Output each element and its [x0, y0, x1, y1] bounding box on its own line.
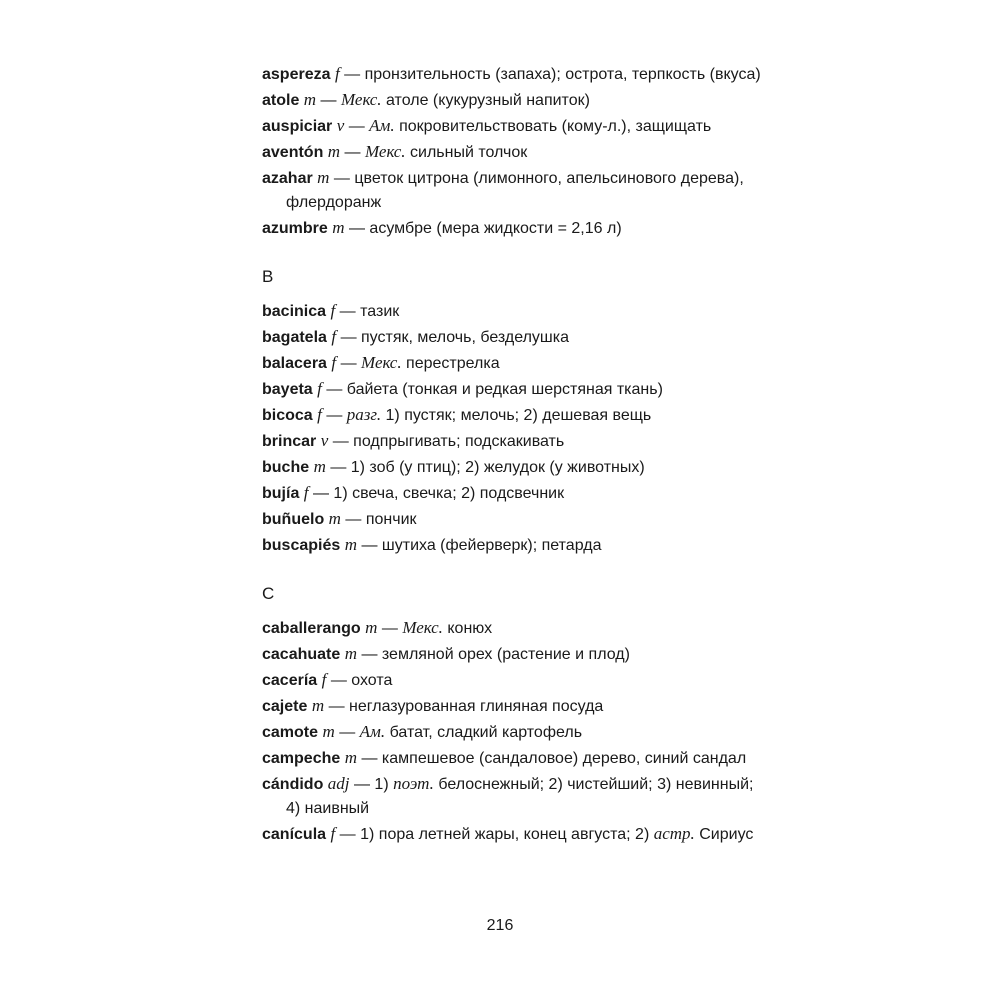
section-letter: C [262, 584, 275, 603]
grammar-mark: m [303, 90, 317, 109]
dictionary-entry [262, 351, 762, 376]
definition: — 1) свеча, свечка; 2) подсвечник [312, 485, 565, 502]
usage-label: астр. [653, 824, 695, 843]
section-b [262, 265, 762, 558]
section-letter: B [262, 267, 274, 286]
definition: — Ам. батат, сладкий картофель [339, 722, 583, 741]
dictionary-entry [262, 62, 762, 87]
grammar-mark: v [336, 116, 345, 135]
dictionary-entry [262, 694, 762, 719]
usage-label: Мекс. [361, 353, 402, 372]
definition: — 1) зоб (у птиц); 2) желудок (у животных) [330, 459, 645, 476]
dictionary-entry [262, 533, 762, 558]
headword: azumbre [262, 220, 328, 237]
grammar-mark: f [303, 483, 309, 502]
grammar-mark: m [332, 218, 345, 237]
grammar-mark: m [311, 696, 325, 715]
dictionary-entry [262, 616, 762, 641]
headword: campeche [262, 750, 341, 767]
definition: — Мекс. конюх [381, 618, 493, 637]
definition: — Мекс. атоле (кукурузный напиток) [320, 90, 590, 109]
headword: bacinica [262, 303, 327, 320]
dictionary-entry [262, 746, 762, 771]
grammar-mark: m [344, 748, 357, 767]
headword: buche [262, 459, 310, 476]
definition: — Мекс. перестрелка [340, 353, 500, 372]
grammar-mark: f [330, 301, 336, 320]
dictionary-entry [262, 140, 762, 165]
dictionary-entry [262, 88, 762, 113]
dictionary-entry [262, 507, 762, 532]
dictionary-entry [262, 720, 762, 745]
usage-label: Ам. [359, 722, 386, 741]
headword: bayeta [262, 381, 313, 398]
definition: — пустяк, мелочь, безделушка [340, 329, 570, 346]
headword: buñuelo [262, 511, 325, 528]
page-number: 216 [486, 917, 514, 934]
definition: — 1) пора летней жары, конец августа; 2) астр. Сириус [339, 824, 754, 843]
headword: balacera [262, 355, 327, 372]
dictionary-entry [262, 325, 762, 350]
headword: atole [262, 92, 300, 109]
dictionary-entry [262, 403, 762, 428]
definition: — байета (тонкая и редкая шерстяная ткань) [326, 381, 663, 398]
grammar-mark: f [317, 379, 322, 398]
headword: caballerango [262, 620, 361, 637]
headword: bujía [262, 485, 300, 502]
grammar-mark: v [320, 431, 329, 450]
headword: brincar [262, 433, 317, 450]
dictionary-entry [262, 822, 762, 847]
definition: — пончик [345, 511, 417, 528]
usage-label: Мекс. [364, 142, 406, 161]
definition: — цветок цитрона (лимонного, апельсинового дерева), флердоранж [286, 170, 744, 211]
definition: — асумбре (мера жидкости = 2,16 л) [348, 220, 622, 237]
dictionary-page [262, 62, 762, 848]
section-c [262, 582, 762, 847]
dictionary-entry [262, 216, 762, 241]
definition: — неглазурованная глиняная посуда [328, 698, 604, 715]
dictionary-entry [262, 455, 762, 480]
definition: — охота [330, 672, 393, 689]
headword: aventón [262, 144, 324, 161]
definition: — кампешевое (сандаловое) дерево, синий сандал [361, 750, 747, 767]
grammar-mark: f [321, 670, 327, 689]
grammar-mark: m [313, 457, 326, 476]
grammar-mark: m [365, 618, 378, 637]
dictionary-entry [262, 114, 762, 139]
headword: azahar [262, 170, 313, 187]
grammar-mark: m [344, 644, 357, 663]
headword: camote [262, 724, 319, 741]
grammar-mark: m [328, 509, 341, 528]
headword: buscapiés [262, 537, 341, 554]
dictionary-entry [262, 166, 762, 215]
grammar-mark: f [317, 405, 322, 424]
definition: — земляной орех (растение и плод) [361, 646, 630, 663]
grammar-mark: m [317, 168, 330, 187]
headword: bicoca [262, 407, 313, 424]
grammar-mark: f [330, 824, 336, 843]
definition: — Мекс. сильный толчок [344, 142, 528, 161]
usage-label: поэт. [393, 774, 434, 793]
headword: auspiciar [262, 118, 333, 135]
dictionary-entry [262, 772, 762, 821]
dictionary-entry [262, 377, 762, 402]
definition: — Ам. покровительствовать (кому-л.), защищать [348, 116, 712, 135]
grammar-mark: f [334, 64, 340, 83]
dictionary-entry [262, 299, 762, 324]
definition: — разг. 1) пустяк; мелочь; 2) дешевая вещь [326, 405, 652, 424]
grammar-mark: adj [327, 774, 350, 793]
section-a [262, 62, 762, 241]
usage-label: Ам. [369, 116, 395, 135]
definition: — 1) поэт. белоснежный; 2) чистейший; 3) невинный; 4) наивный [286, 774, 754, 817]
headword: cacahuate [262, 646, 341, 663]
definition: — тазик [339, 303, 400, 320]
usage-label: разг. [346, 405, 382, 424]
definition: — пронзительность (запаха); острота, терпкость (вкуса) [344, 66, 761, 83]
headword: cajete [262, 698, 308, 715]
headword: cándido [262, 776, 324, 793]
headword: bagatela [262, 329, 327, 346]
definition: — шутиха (фейерверк); петарда [361, 537, 602, 554]
dictionary-entry [262, 642, 762, 667]
grammar-mark: f [331, 327, 337, 346]
dictionary-entry [262, 481, 762, 506]
headword: aspereza [262, 66, 331, 83]
grammar-mark: m [327, 142, 341, 161]
grammar-mark: m [344, 535, 357, 554]
headword: cacería [262, 672, 318, 689]
definition: — подпрыгивать; подскакивать [332, 433, 565, 450]
grammar-mark: f [331, 353, 337, 372]
dictionary-entry [262, 429, 762, 454]
usage-label: Мекс. [340, 90, 382, 109]
headword: canícula [262, 826, 327, 843]
grammar-mark: m [322, 722, 335, 741]
dictionary-entry [262, 668, 762, 693]
usage-label: Мекс. [402, 618, 443, 637]
